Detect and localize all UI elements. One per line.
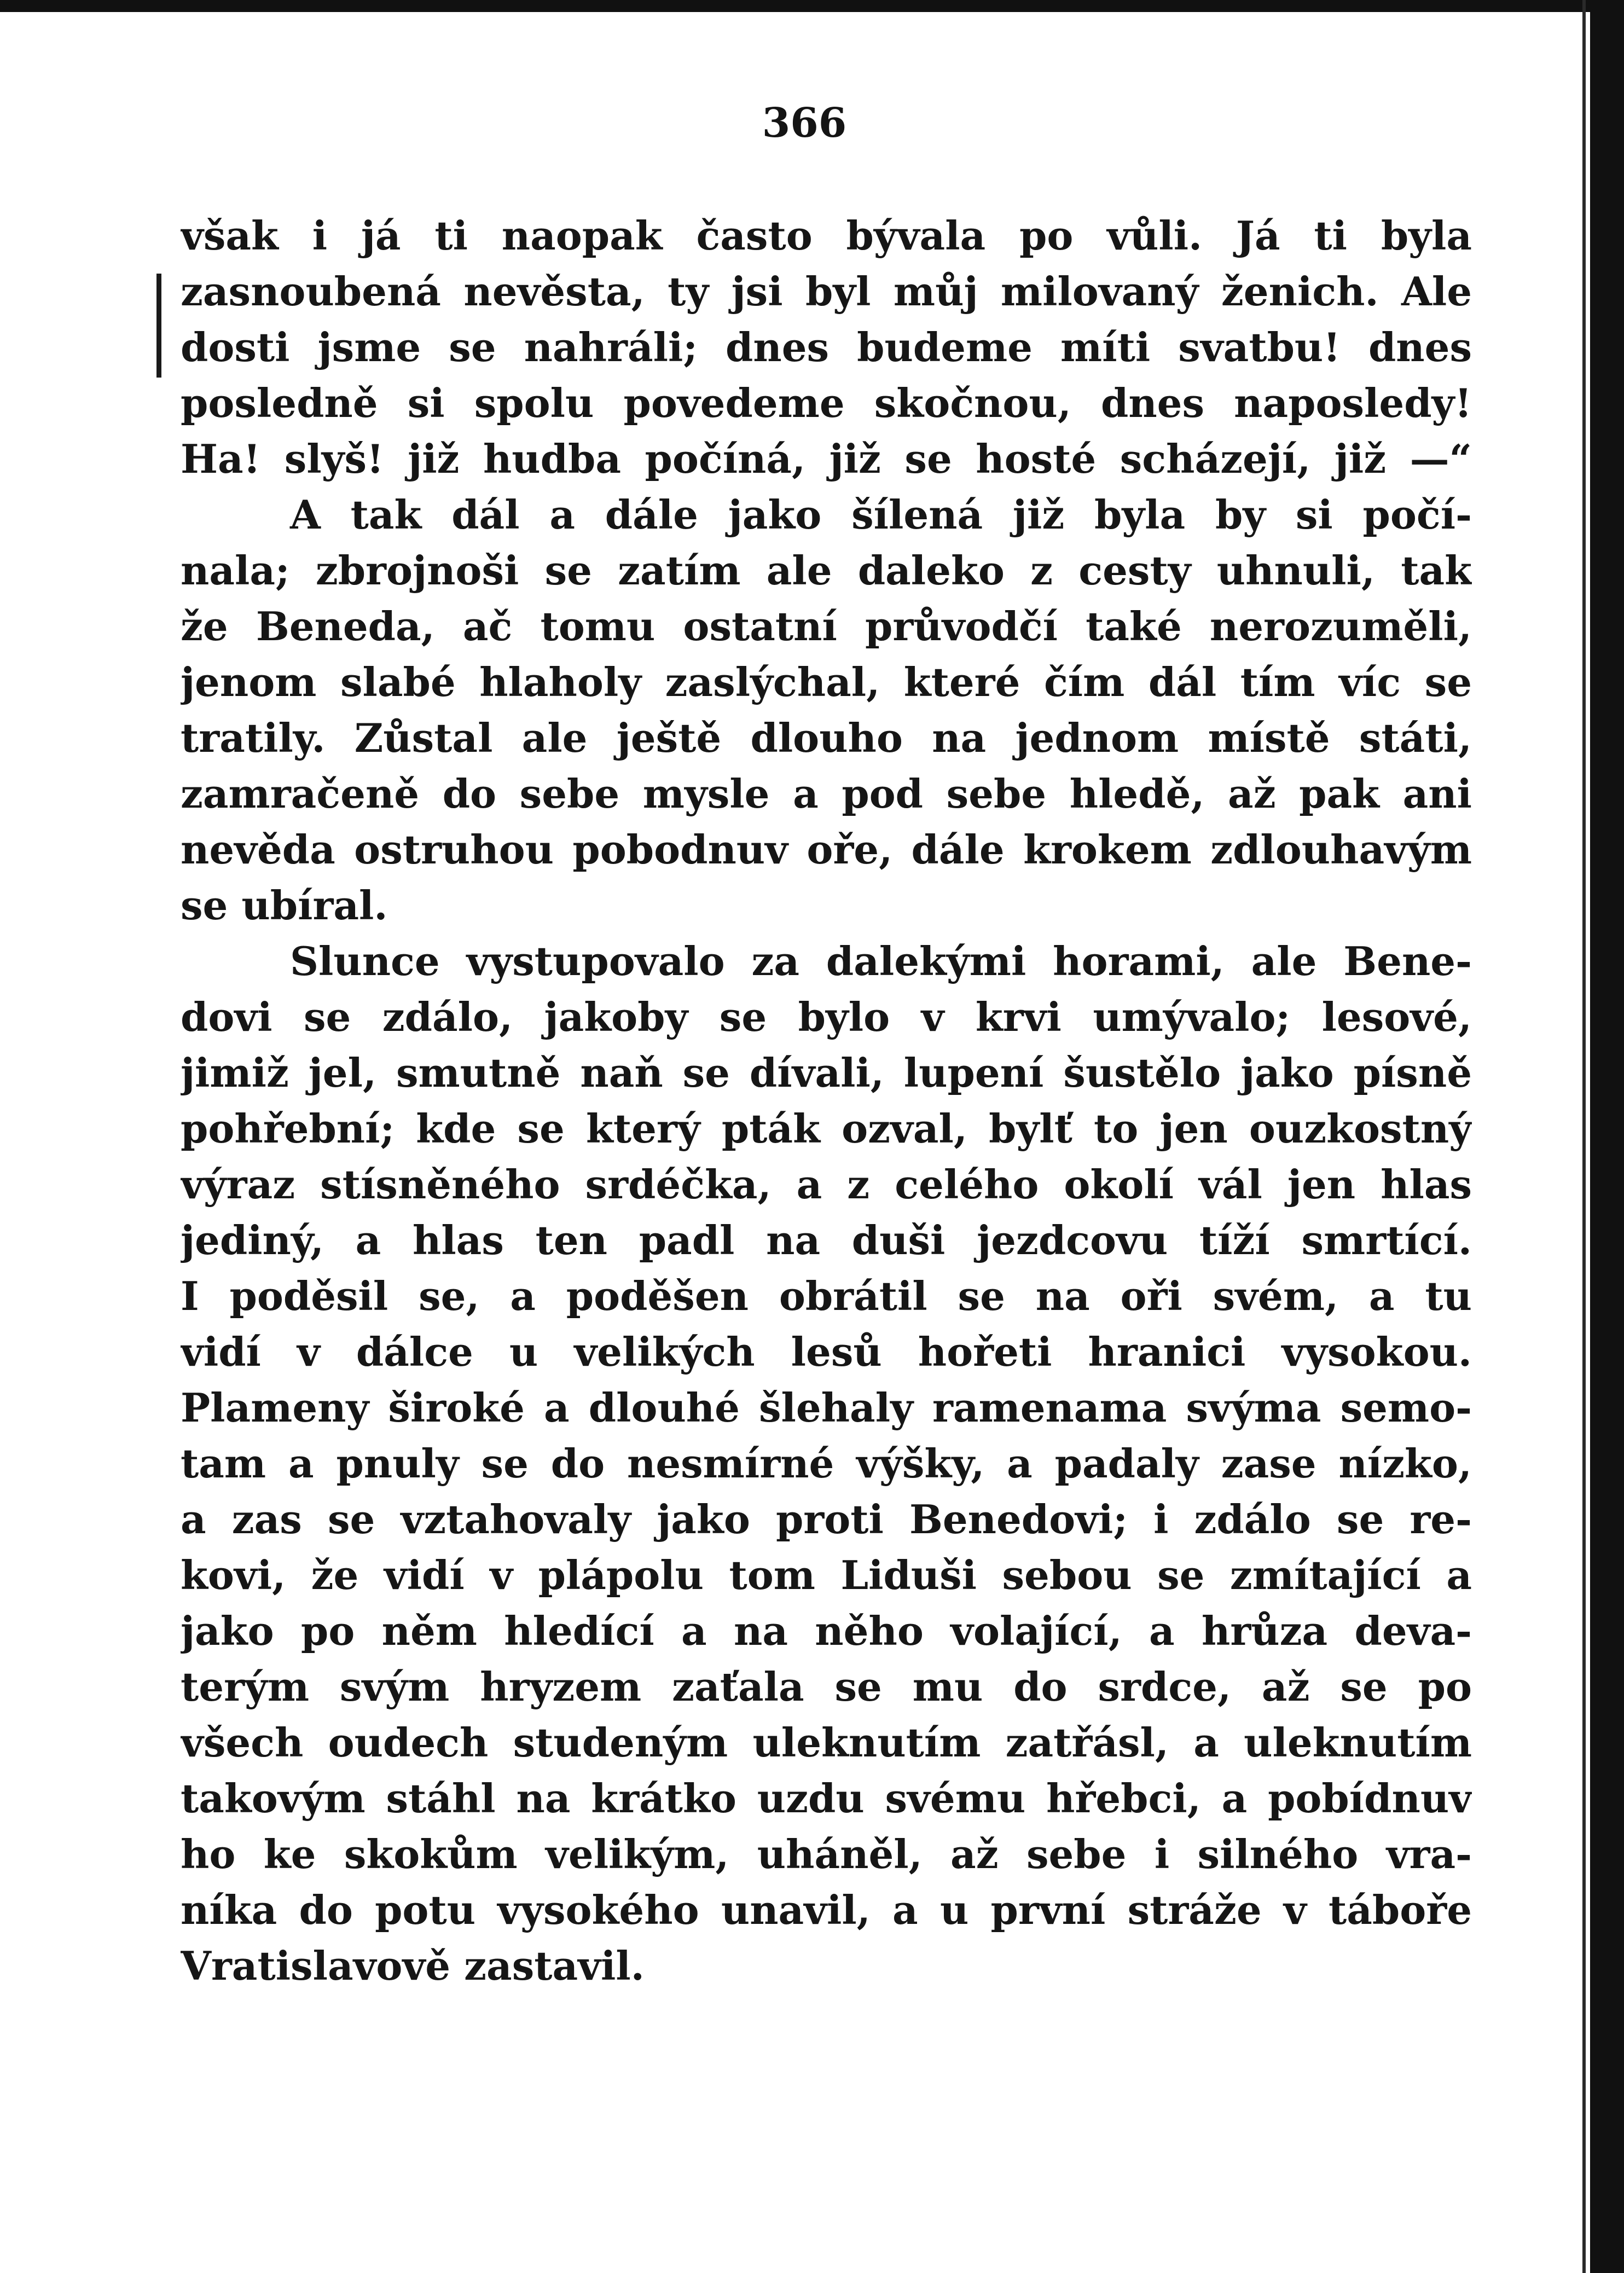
text-line: tam a pnuly se do nesmírné výšky, a padaly zase nízko,: [181, 1440, 1472, 1487]
text-line: takovým stáhl na krátko uzdu svému hřebci, a pobídnuv: [181, 1775, 1472, 1822]
text-line: že Beneda, ač tomu ostatní průvodčí také nerozuměli,: [181, 603, 1472, 650]
text-line: výraz stísněného srdéčka, a z celého okolí vál jen hlas: [181, 1161, 1472, 1208]
text-line: posledně si spolu povedeme skočnou, dnes naposledy!: [181, 380, 1472, 426]
text-line: nala; zbrojnoši se zatím ale daleko z cesty uhnuli, tak: [181, 547, 1472, 594]
text-line: vidí v dálce u velikých lesů hořeti hranici vysokou.: [181, 1329, 1472, 1375]
text-line: a zas se vztahovaly jako proti Benedovi; i zdálo se re-: [181, 1496, 1472, 1543]
text-line: dovi se zdálo, jakoby se bylo v krvi umývalo; lesové,: [181, 994, 1472, 1040]
text-line: jimiž jel, smutně naň se dívali, lupení šustělo jako písně: [181, 1049, 1472, 1096]
text-line: tratily. Zůstal ale ještě dlouho na jednom místě státi,: [181, 715, 1472, 761]
text-line: Ha! slyš! již hudba počíná, již se hosté scházejí, již —“: [181, 436, 1472, 482]
margin-mark: [156, 274, 161, 378]
text-line: dosti jsme se nahráli; dnes budeme míti svatbu! dnes: [181, 324, 1472, 370]
text-line: kovi, že vidí v plápolu tom Liduši sebou se zmítající a: [181, 1552, 1472, 1598]
text-line: jenom slabé hlaholy zaslýchal, které čím dál tím víc se: [181, 659, 1472, 705]
text-line: terým svým hryzem zaťala se mu do srdce, až se po: [181, 1663, 1472, 1710]
text-line: jediný, a hlas ten padl na duši jezdcovu tíží smrtící.: [181, 1217, 1472, 1263]
paragraph-end-line: se ubíral.: [181, 882, 388, 929]
scan-edge-right: [1590, 0, 1624, 2273]
text-line: jako po něm hledící a na něho volající, a hrůza deva-: [181, 1608, 1472, 1654]
text-line: I poděsil se, a poděšen obrátil se na oři svém, a tu: [181, 1273, 1472, 1319]
text-line: nevěda ostruhou pobodnuv oře, dále krokem zdlouhavým: [181, 826, 1472, 873]
paragraph-end-line: Vratislavově zastavil.: [181, 1943, 645, 1989]
text-line: zasnoubená nevěsta, ty jsi byl můj milovaný ženich. Ale: [181, 268, 1472, 315]
paragraph-start-line: A tak dál a dále jako šílená již byla by si počí-: [290, 491, 1472, 538]
page-number: 366: [762, 100, 847, 147]
text-line: zamračeně do sebe mysle a pod sebe hledě, až pak ani: [181, 770, 1472, 817]
scan-edge-shadow: [1582, 0, 1586, 2273]
text-line: však i já ti naopak často bývala po vůli. Já ti byla: [181, 212, 1472, 259]
scan-edge-top: [0, 0, 1624, 12]
text-line: pohřební; kde se který pták ozval, bylť to jen ouzkostný: [181, 1105, 1472, 1152]
body-text: [181, 208, 1472, 1994]
text-line: ho ke skokům velikým, uháněl, až sebe i silného vra-: [181, 1831, 1472, 1877]
text-line: níka do potu vysokého unavil, a u první stráže v táboře: [181, 1887, 1472, 1933]
text-line: Plameny široké a dlouhé šlehaly ramenama svýma semo-: [181, 1384, 1472, 1431]
paragraph-start-line: Slunce vystupovalo za dalekými horami, ale Bene-: [290, 938, 1472, 984]
text-line: všech oudech studeným uleknutím zatřásl, a uleknutím: [181, 1719, 1472, 1766]
